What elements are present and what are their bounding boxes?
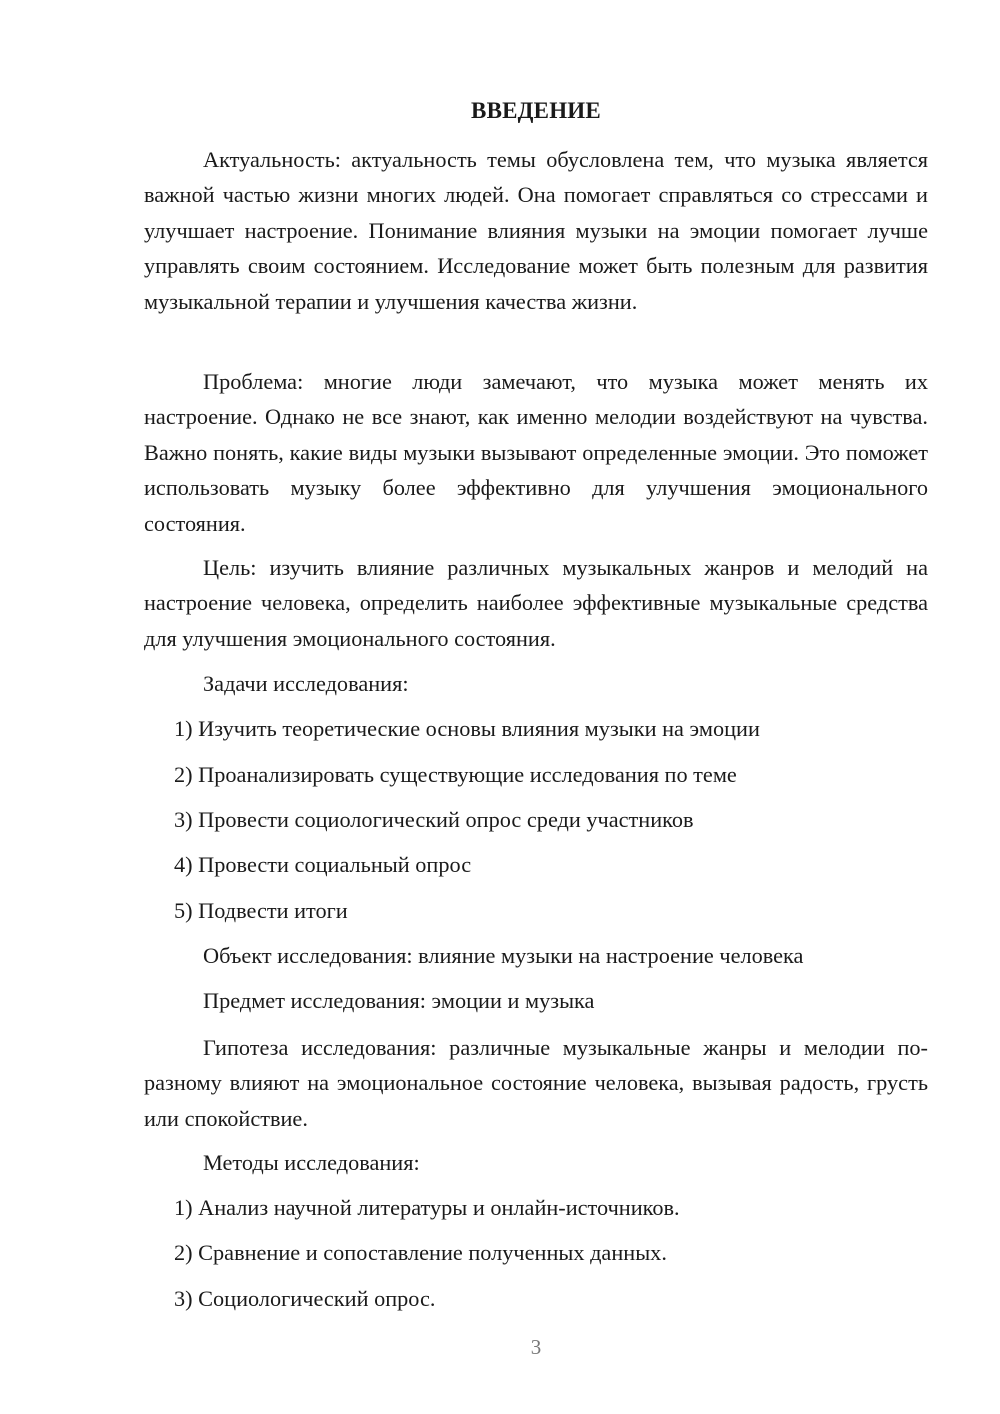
- methods-title: Методы исследования:: [203, 1150, 420, 1175]
- hypothesis-paragraph: Гипотеза исследования: различные музыкальные жанры и мелодии по-разному влияют на эмоциональное состояние человека, вызывая радость, грусть или спокойствие.: [144, 1035, 928, 1131]
- goal-paragraph: Цель: изучить влияние различных музыкальных жанров и мелодий на настроение человека, определить наиболее эффективные музыкальные средства для улучшения эмоционального состояния.: [144, 555, 928, 651]
- research-subject: Предмет исследования: эмоции и музыка: [203, 988, 595, 1013]
- section-heading: ВВЕДЕНИЕ: [471, 98, 601, 123]
- task-item-3: 3) Провести социологический опрос среди участников: [174, 807, 694, 832]
- task-item-4: 4) Провести социальный опрос: [174, 852, 472, 877]
- method-item-2: 2) Сравнение и сопоставление полученных данных.: [174, 1240, 667, 1265]
- page-number: 3: [530, 1335, 542, 1359]
- task-item-5: 5) Подвести итоги: [174, 898, 348, 923]
- task-item-2: 2) Проанализировать существующие исследования по теме: [174, 762, 737, 787]
- method-item-1: 1) Анализ научной литературы и онлайн-источников.: [174, 1195, 680, 1220]
- method-item-3: 3) Социологический опрос.: [174, 1286, 436, 1311]
- task-item-1: 1) Изучить теоретические основы влияния музыки на эмоции: [174, 716, 760, 741]
- tasks-title: Задачи исследования:: [203, 671, 409, 696]
- problem-paragraph: Проблема: многие люди замечают, что музыка может менять их настроение. Однако не все знают, как именно мелодии воздействуют на чувства. Важно понять, какие виды музыки вызывают определенные эмоции. Это поможет использовать музыку более эффективно для улучшения эмоционального состояния.: [144, 369, 928, 536]
- relevance-paragraph: Актуальность: актуальность темы обусловлена тем, что музыка является важной частью жизни многих людей. Она помогает справляться со стрессами и улучшает настроение. Понимание влияния музыки на эмоции помогает лучше управлять своим состоянием. Исследование может быть полезным для развития музыкальной терапии и улучшения качества жизни.: [144, 147, 928, 314]
- research-object: Объект исследования: влияние музыки на настроение человека: [203, 943, 804, 968]
